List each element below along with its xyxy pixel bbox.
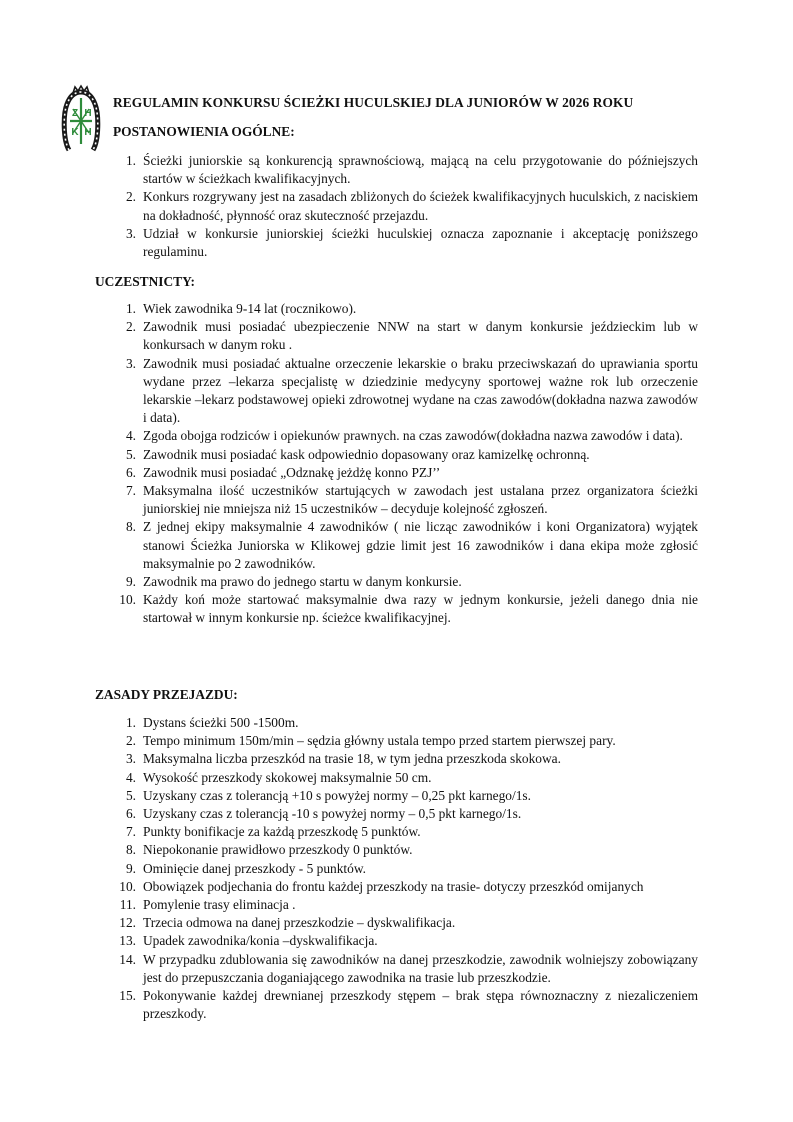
list-item: [110, 860, 698, 878]
section-heading-uczestnicy: UCZESTNICTY:: [95, 274, 195, 289]
item-text: Każdy koń może startować maksymalnie dwa razy w jednym konkursie, jeżeli danego dnia nie startował w innym konkursie np. ścieżce kwalifikacyjnej.: [143, 592, 698, 626]
list-item: [110, 427, 698, 445]
list-item: [110, 355, 698, 428]
item-text: Z jednej ekipy maksymalnie 4 zawodników ( nie licząc zawodników i koni Organizatora) wyjątek stanowi Ścieżka Juniorska w Klikowej gdzie limit jest 16 zawodników i dana ekipa może zgłosić maksymalnie po 2 zawodników.: [143, 519, 698, 571]
list-item: [110, 896, 698, 914]
list-postanowienia: [110, 152, 698, 261]
item-text: Tempo minimum 150m/min – sędzia główny ustala tempo przed startem pierwszej pary.: [143, 733, 616, 749]
list-item: [110, 591, 698, 627]
list-item: [110, 914, 698, 932]
item-text: Uzyskany czas z tolerancją -10 s powyżej normy – 0,5 pkt karnego/1s.: [143, 806, 522, 822]
item-number: 3.: [125, 751, 136, 767]
zhkh-logo: [61, 84, 101, 154]
item-number: 8.: [125, 842, 136, 858]
item-number: 4.: [125, 428, 136, 444]
item-text: Wysokość przeszkody skokowej maksymalnie 50 cm.: [143, 769, 432, 785]
item-number: 1.: [125, 153, 136, 168]
item-number: 4.: [125, 769, 136, 785]
item-text: Zgoda obojga rodziców i opiekunów prawnych. na czas zawodów(dokładna nazwa zawodów i data).: [143, 428, 683, 444]
item-text: Zawodnik musi posiadać ubezpieczenie NNW na start w danym konkursie jeździeckim lub w konkursach w danym roku .: [143, 319, 698, 353]
item-number: 8.: [125, 519, 136, 535]
list-item: [110, 464, 698, 482]
item-text: Dystans ścieżki 500 -1500m.: [143, 715, 299, 730]
item-number: 7.: [125, 824, 136, 840]
item-number: 5.: [125, 446, 136, 462]
item-number: 15.: [119, 988, 136, 1004]
list-item: [110, 518, 698, 573]
item-number: 11.: [119, 897, 136, 913]
item-text: Ścieżki juniorskie są konkurencją sprawnościową, mającą na celu przygotowanie do późniejszych startów w ścieżkach kwalifikacyjnych.: [143, 153, 698, 187]
item-text: W przypadku zdublowania się zawodników na danej przeszkodzie, zawodnik wolniejszy zobowiązany jest do przepuszczania doganiającego zawodnika na trasie lub przeszkodzie.: [143, 951, 698, 985]
section-heading-postanowienia: POSTANOWIENIA OGÓLNE:: [113, 124, 295, 139]
list-item: [110, 714, 698, 732]
list-item: [110, 300, 698, 318]
item-number: 13.: [119, 933, 136, 949]
document-title: REGULAMIN KONKURSU ŚCIEŻKI HUCULSKIEJ DLA JUNIORÓW W 2026 ROKU: [113, 95, 634, 110]
logo-letter: Z: [71, 108, 79, 119]
item-text: Uzyskany czas z tolerancją +10 s powyżej normy – 0,25 pkt karnego/1s.: [143, 787, 531, 803]
item-text: Obowiązek podjechania do frontu każdej przeszkody na trasie- dotyczy przeszkód omijanych: [143, 878, 644, 894]
list-item: [110, 188, 698, 224]
item-text: Maksymalna ilość uczestników startujących w zawodach jest ustalana przez organizatora ścieżki juniorskiej nie mniejsza niż 15 uczestników – decyduje kolejność zgłoszeń.: [143, 483, 698, 517]
item-text: Upadek zawodnika/konia –dyskwalifikacja.: [143, 933, 378, 949]
item-text: Zawodnik musi posiadać kask odpowiednio dopasowany oraz kamizelkę ochronną.: [143, 446, 590, 462]
item-number: 3.: [125, 355, 136, 371]
item-number: 7.: [125, 483, 136, 499]
item-text: Pomylenie trasy eliminacja .: [143, 897, 296, 913]
list-item: [110, 750, 698, 768]
logo-letter: K: [71, 127, 79, 138]
item-number: 6.: [125, 464, 136, 480]
item-number: 1.: [125, 715, 136, 730]
logo-letter: H: [84, 127, 92, 138]
list-item: [110, 805, 698, 823]
item-number: 9.: [125, 574, 136, 590]
item-number: 9.: [125, 860, 136, 876]
list-item: [110, 225, 698, 261]
item-number: 2.: [125, 319, 136, 335]
item-number: 12.: [119, 915, 136, 931]
item-text: Zawodnik musi posiadać „Odznakę jeżdżę konno PZJ’’: [143, 464, 441, 480]
item-text: Udział w konkursie juniorskiej ścieżki huculskiej oznacza zapoznanie i akceptację poniższego regulaminu.: [143, 225, 698, 260]
list-item: [110, 732, 698, 750]
item-number: 1.: [125, 301, 136, 316]
item-text: Niepokonanie prawidłowo przeszkody 0 punktów.: [143, 842, 413, 858]
list-item: [110, 841, 698, 859]
item-text: Ominięcie danej przeszkody - 5 punktów.: [143, 860, 366, 876]
item-number: 6.: [125, 806, 136, 822]
item-text: Pokonywanie każdej drewnianej przeszkody stępem – brak stępa równoznaczny z niezaliczeniem przeszkody.: [143, 988, 698, 1022]
list-item: [110, 878, 698, 896]
item-text: Zawodnik ma prawo do jednego startu w danym konkursie.: [143, 574, 462, 590]
section-heading-zasady: ZASADY PRZEJAZDU:: [95, 687, 238, 702]
item-number: 2.: [125, 733, 136, 749]
item-text: Punkty bonifikacje za każdą przeszkodę 5 punktów.: [143, 824, 421, 840]
list-zasady: [110, 714, 698, 1023]
item-text: Wiek zawodnika 9-14 lat (rocznikowo).: [143, 301, 357, 316]
list-uczestnicy: [110, 300, 698, 628]
list-item: [110, 987, 698, 1023]
list-item: [110, 769, 698, 787]
logo-letter: H: [84, 108, 92, 119]
list-item: [110, 482, 698, 518]
item-number: 3.: [125, 225, 136, 241]
list-item: [110, 573, 698, 591]
item-text: Maksymalna liczba przeszkód na trasie 18, w tym jedna przeszkoda skokowa.: [143, 751, 561, 767]
item-text: Zawodnik musi posiadać aktualne orzeczenie lekarskie o braku przeciwskazań do uprawiania sportu wydane przez –lekarza specjalistę w dziedzinie medycyny sportowej ważne rok lub orzeczenie lekarskie –lekarz podstawowej opieki zdrowotnej wydane na czas zawodów(dokładna nazwa zawodów i data).: [143, 355, 698, 426]
item-number: 2.: [125, 189, 136, 205]
list-item: [110, 951, 698, 987]
item-number: 14.: [119, 951, 136, 967]
list-item: [110, 152, 698, 188]
item-number: 10.: [119, 878, 136, 894]
list-item: [110, 932, 698, 950]
item-number: 10.: [119, 592, 136, 608]
list-item: [110, 787, 698, 805]
item-number: 5.: [125, 787, 136, 803]
list-item: [110, 823, 698, 841]
item-text: Trzecia odmowa na danej przeszkodzie – dyskwalifikacja.: [143, 915, 456, 931]
list-item: [110, 318, 698, 354]
item-text: Konkurs rozgrywany jest na zasadach zbliżonych do ścieżek kwalifikacyjnych huculskich, z naciskiem na dokładność, płynność oraz skuteczność przejazdu.: [143, 189, 698, 223]
list-item: [110, 446, 698, 464]
